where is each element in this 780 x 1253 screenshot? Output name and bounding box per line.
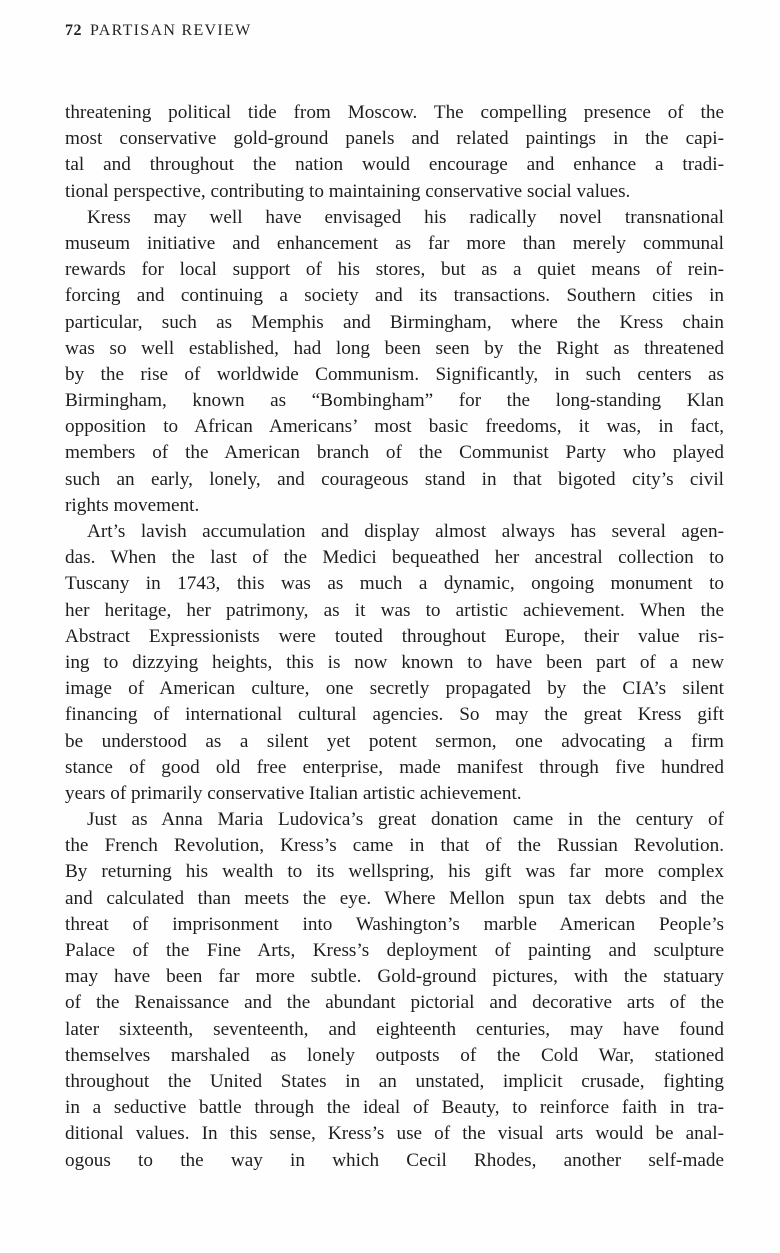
body-text: [65, 100, 724, 1174]
text-line: financing of international cultural agencies. So may the great Kress gift: [65, 704, 724, 726]
text-line: her heritage, her patrimony, as it was to artistic achievement. When the: [65, 599, 724, 621]
text-line: such an early, lonely, and courageous stand in that bigoted city’s civil: [65, 468, 724, 490]
text-line: members of the American branch of the Communist Party who played: [65, 442, 724, 464]
text-line: ogous to the way in which Cecil Rhodes, another self-made: [65, 1149, 724, 1171]
text-line: tional perspective, contributing to maintaining conservative social values.: [65, 180, 631, 202]
text-line: and calculated than meets the eye. Where Mellon spun tax debts and the: [65, 887, 724, 909]
text-line: threatening political tide from Moscow. The compelling presence of the: [65, 102, 724, 123]
running-head: [65, 22, 252, 40]
journal-title: PARTISAN REVIEW: [90, 22, 252, 39]
text-line: Art’s lavish accumulation and display almost always has several agen-: [87, 521, 724, 542]
text-line: Birmingham, known as “Bombingham” for the long-standing Klan: [65, 390, 724, 412]
text-line: museum initiative and enhancement as far more than merely communal: [65, 232, 724, 254]
text-line: by the rise of worldwide Communism. Significantly, in such centers as: [65, 363, 724, 385]
text-line: Palace of the Fine Arts, Kress’s deployment of painting and sculpture: [65, 940, 724, 961]
paragraph: [65, 807, 724, 1174]
text-line: opposition to African Americans’ most basic freedoms, it was, in fact,: [65, 416, 724, 438]
text-line: was so well established, had long been seen by the Right as threatened: [65, 337, 724, 359]
text-line: tal and throughout the nation would encourage and enhance a tradi-: [65, 154, 724, 176]
text-line: particular, such as Memphis and Birmingham, where the Kress chain: [65, 311, 724, 333]
text-line: stance of good old free enterprise, made manifest through five hundred: [65, 756, 724, 778]
text-line: themselves marshaled as lonely outposts of the Cold War, stationed: [65, 1044, 724, 1066]
text-line: threat of imprisonment into Washington’s marble American People’s: [65, 913, 724, 935]
text-line: rewards for local support of his stores, but as a quiet means of rein-: [65, 259, 724, 281]
text-line: ditional values. In this sense, Kress’s use of the visual arts would be anal-: [65, 1123, 724, 1145]
text-line: Tuscany in 1743, this was as much a dynamic, ongoing monument to: [65, 573, 724, 595]
text-line: das. When the last of the Medici bequeathed her ancestral collection to: [65, 547, 724, 569]
text-line: rights movement.: [65, 494, 200, 516]
paragraph: [65, 205, 724, 519]
text-line: later sixteenth, seventeenth, and eighteenth centuries, may have found: [65, 1018, 724, 1040]
text-line: years of primarily conservative Italian artistic achievement.: [65, 782, 522, 804]
text-line: Abstract Expressionists were touted throughout Europe, their value ris-: [65, 625, 724, 647]
text-line: most conservative gold-ground panels and related paintings in the capi-: [65, 128, 724, 150]
text-line: be understood as a silent yet potent sermon, one advocating a firm: [65, 730, 724, 752]
paragraph: [65, 100, 724, 205]
text-line: forcing and continuing a society and its transactions. Southern cities in: [65, 285, 724, 307]
text-line: Kress may well have envisaged his radically novel transnational: [87, 206, 724, 228]
text-line: ing to dizzying heights, this is now known to have been part of a new: [65, 651, 724, 673]
text-line: the French Revolution, Kress’s came in that of the Russian Revolution.: [65, 835, 724, 857]
text-line: may have been far more subtle. Gold-ground pictures, with the statuary: [65, 966, 724, 988]
text-line: Just as Anna Maria Ludovica’s great donation came in the century of: [87, 809, 724, 831]
text-line: throughout the United States in an unstated, implicit crusade, fighting: [65, 1070, 724, 1092]
page-number: 72: [65, 22, 82, 39]
text-line: image of American culture, one secretly propagated by the CIA’s silent: [65, 678, 724, 700]
text-line: By returning his wealth to its wellspring, his gift was far more complex: [65, 861, 724, 883]
paragraph: [65, 519, 724, 807]
text-line: in a seductive battle through the ideal of Beauty, to reinforce faith in tra-: [65, 1097, 724, 1119]
text-line: of the Renaissance and the abundant pictorial and decorative arts of the: [65, 992, 724, 1014]
